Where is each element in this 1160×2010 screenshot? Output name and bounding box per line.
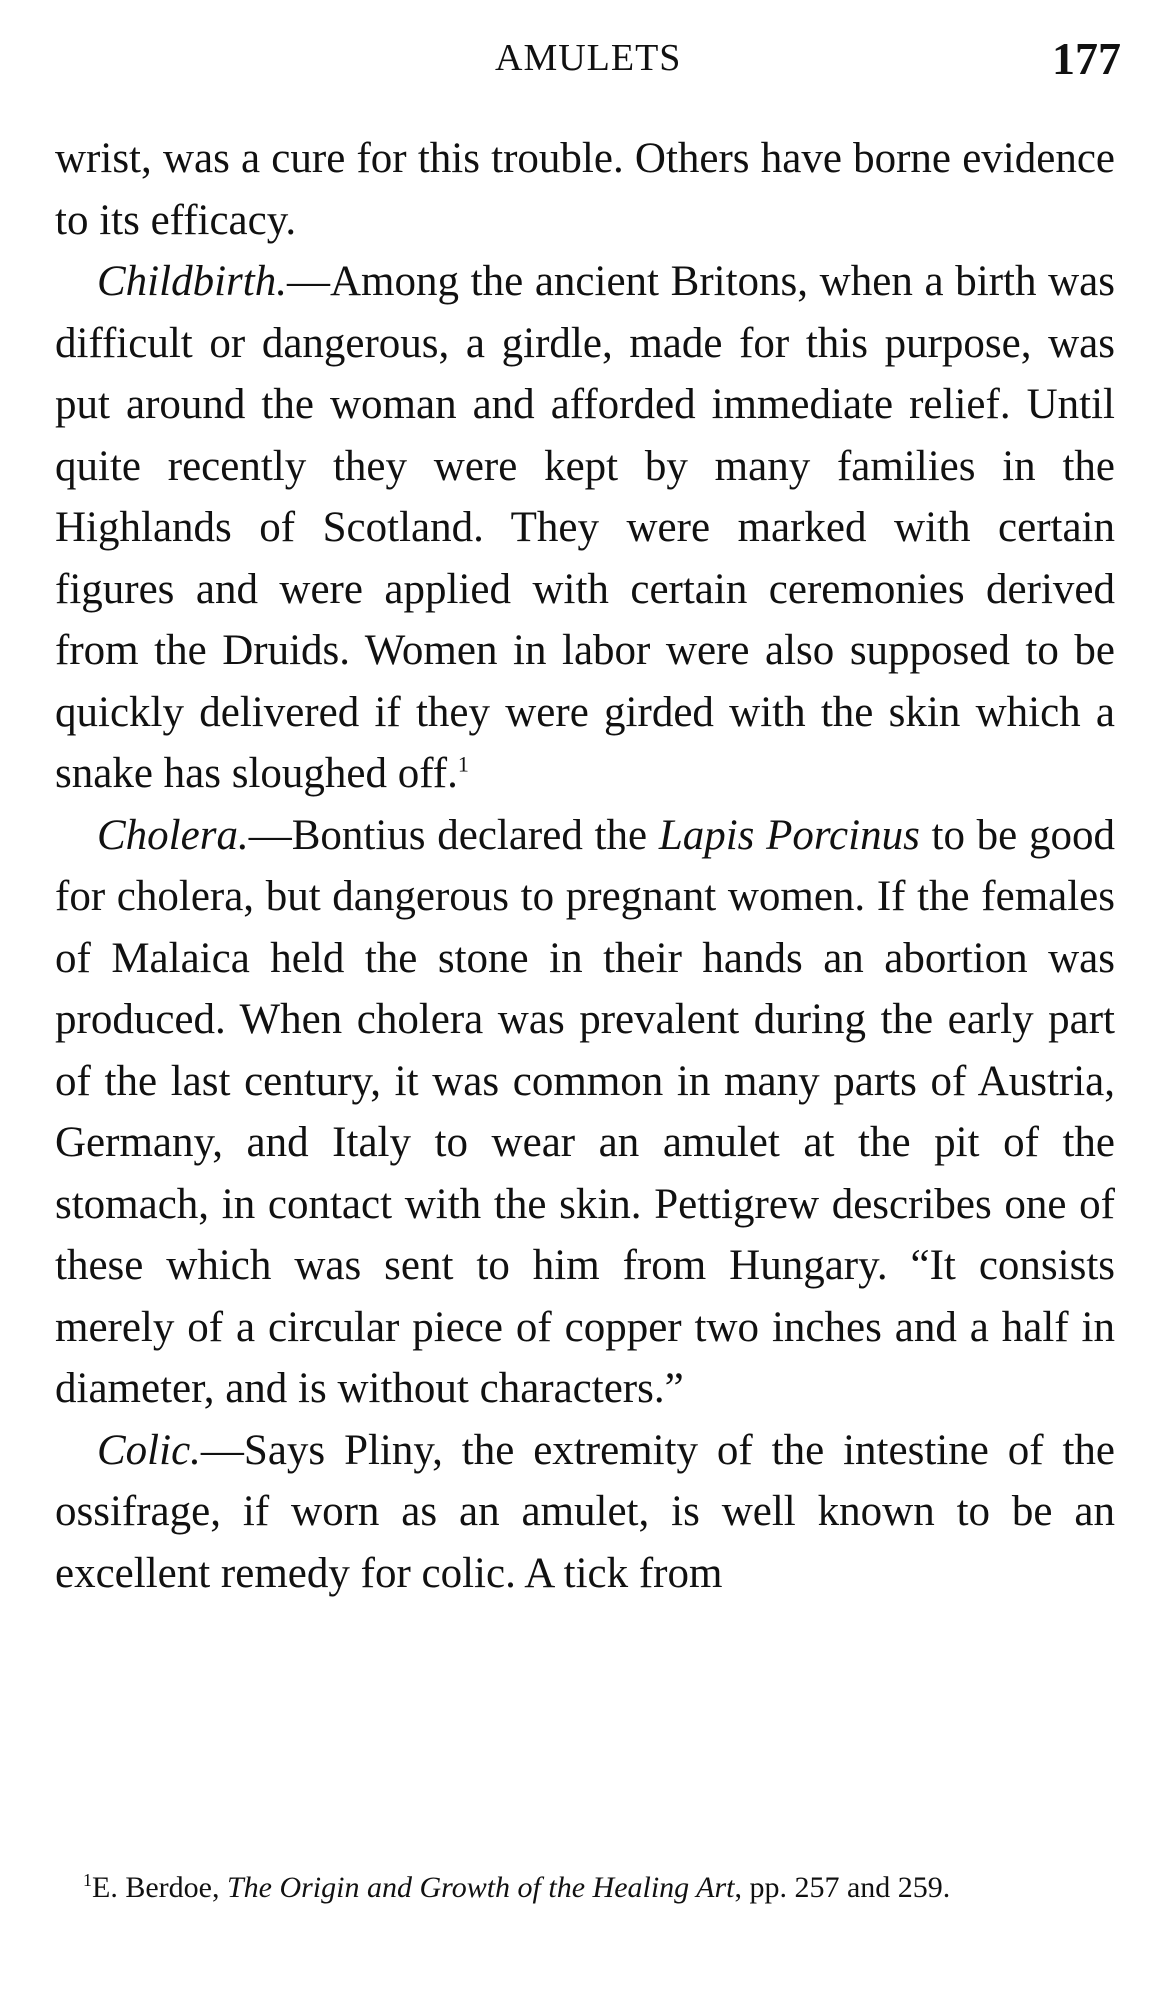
running-title: AMULETS [495, 37, 682, 79]
childbirth-heading: Childbirth. [97, 258, 287, 305]
continuation-text: wrist, was a cure for this trouble. Others have borne evidence to its efficacy. [55, 135, 1115, 244]
body-text [55, 128, 1115, 1604]
childbirth-paragraph [55, 251, 1115, 805]
footnote [55, 1868, 1115, 1908]
footnote-reference: 1 [457, 751, 469, 777]
cholera-paragraph [55, 805, 1115, 1420]
colic-text: —Says Pliny, the extremity of the intestine of the ossifrage, if worn as an amulet, is well known to be an excellent remedy for colic. A tick from [55, 1426, 1115, 1597]
running-head [0, 28, 1160, 88]
cholera-heading: Cholera. [97, 811, 249, 859]
page-number: 177 [1052, 33, 1121, 84]
colic-heading: Colic. [97, 1426, 201, 1474]
continuation-paragraph [55, 128, 1115, 251]
footnotes [55, 1868, 1115, 1908]
cholera-text-before: —Bontius declared the [248, 811, 659, 859]
footnote-title: The Origin and Growth of the Healing Art [226, 1871, 735, 1904]
childbirth-text: —Among the ancient Britons, when a birth was difficult or dangerous, a girdle, made for this purpose, was put around the woman and afforded immediate relief. Until quite recently they were kept by many families in the Highlands of Scotland. They were marked with certain figures and were applied with certain ceremonies derived from the Druids. Women in labor were also supposed to be quickly delivered if they were girded with the skin which a snake has sloughed off. [55, 258, 1115, 797]
footnote-author: E. Berdoe, [92, 1871, 227, 1904]
cholera-text-after: to be good for cholera, but dangerous to pregnant women. If the females of Malaica held the stone in their hands an abortion was produced. When cholera was prevalent during the early part of the last century, it was common in many parts of Austria, Germany, and Italy to wear an amulet at the pit of the stomach, in contact with the skin. Pettigrew describes one of these which was sent to him from Hungary. “It consists merely of a circular piece of copper two inches and a half in diameter, and is without characters.” [55, 811, 1115, 1412]
colic-paragraph [55, 1420, 1115, 1605]
footnote-marker: 1 [83, 1870, 92, 1890]
footnote-pages: , pp. 257 and 259. [734, 1871, 951, 1904]
cholera-italic-term: Lapis Porcinus [658, 811, 920, 859]
